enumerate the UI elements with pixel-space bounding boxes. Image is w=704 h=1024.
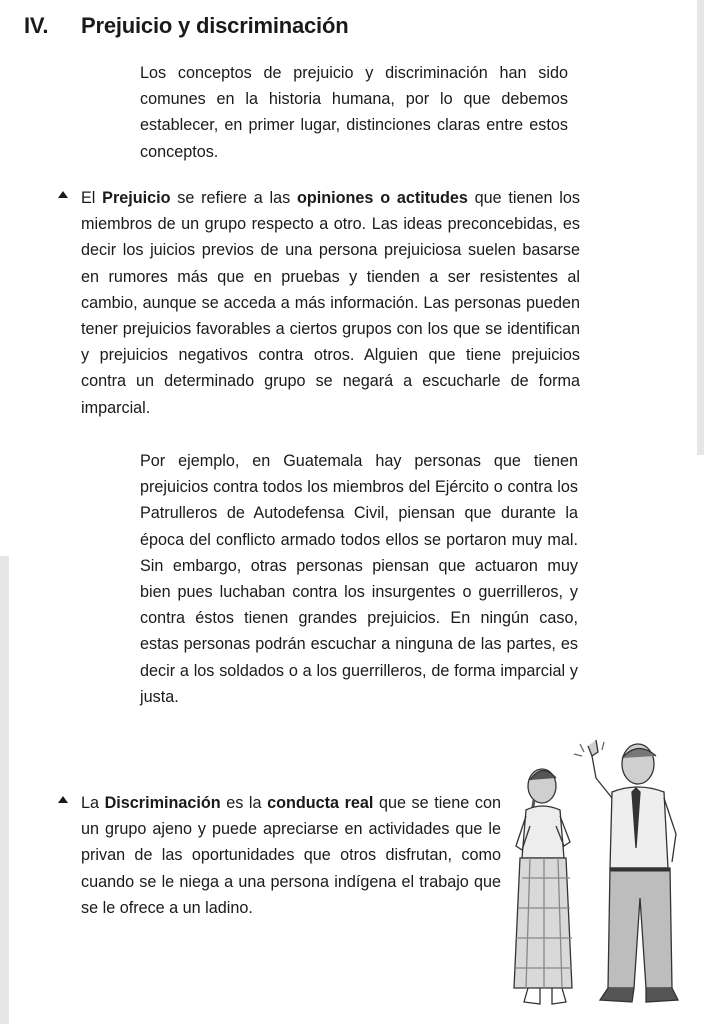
prejuicio-paragraph <box>81 185 580 421</box>
man-figure <box>574 740 678 1002</box>
page-edge-left <box>0 556 9 1024</box>
triangle-bullet-icon <box>58 191 68 198</box>
discriminacion-mid: es la <box>220 794 268 812</box>
prejuicio-rest: que tienen los miembros de un grupo respecto a otro. Las ideas preconcebidas, es decir los juicios previos de una persona prejuiciosa suelen basarse en rumores más que en pruebas y tienden a ser resistentes al cambio, aunque se acceda a más información. Las personas pueden tener prejuicios favorables a ciertos grupos con los que se identifican y prejuicios negativos contra otros. Alguien que tiene prejuicios contra un determinado grupo se negará a escucharle de forma imparcial. <box>81 189 580 417</box>
discriminacion-paragraph <box>81 790 501 921</box>
people-illustration <box>500 738 690 1018</box>
page-edge-right <box>697 0 704 455</box>
ejemplo-paragraph: Por ejemplo, en Guatemala hay personas que tienen prejuicios contra todos los miembros del Ejército o contra los Patrulleros de Autodefensa Civil, piensan que durante la época del conflicto armado todos ellos se portaron muy mal. Sin embargo, otras personas piensan que actuaron muy bien pues luchaban contra los insurgentes o guerrilleros, y contra éstos tienen grandes prejuicios. En ningún caso, estas personas podrán escuchar a ninguna de las partes, es decir a los soldados o a los guerrilleros, de forma imparcial y justa. <box>140 452 578 706</box>
discriminacion-term-2: conducta real <box>267 794 374 812</box>
discriminacion-term: Discriminación <box>104 794 221 812</box>
prejuicio-lead: El <box>81 189 103 207</box>
prejuicio-term: Prejuicio <box>102 189 171 207</box>
section-title: Prejuicio y discriminación <box>81 13 349 38</box>
woman-figure <box>514 769 572 1004</box>
intro-paragraph: Los conceptos de prejuicio y discriminación han sido comunes en la historia humana, por lo que debemos establecer, en primer lugar, distinciones claras entre estos conceptos. <box>140 64 568 161</box>
discriminacion-lead: La <box>81 794 105 812</box>
discriminacion-rest: que se tiene con un grupo ajeno y puede apreciarse en actividades que le privan de las oportunidades que otros disfrutan, como cuando se le niega a una persona indígena el trabajo que se le ofrece a un ladino. <box>81 794 501 917</box>
prejuicio-term-2: opiniones o actitudes <box>297 189 468 207</box>
prejuicio-mid: se refiere a las <box>170 189 297 207</box>
triangle-bullet-icon <box>58 796 68 803</box>
section-number: IV. <box>24 13 49 38</box>
